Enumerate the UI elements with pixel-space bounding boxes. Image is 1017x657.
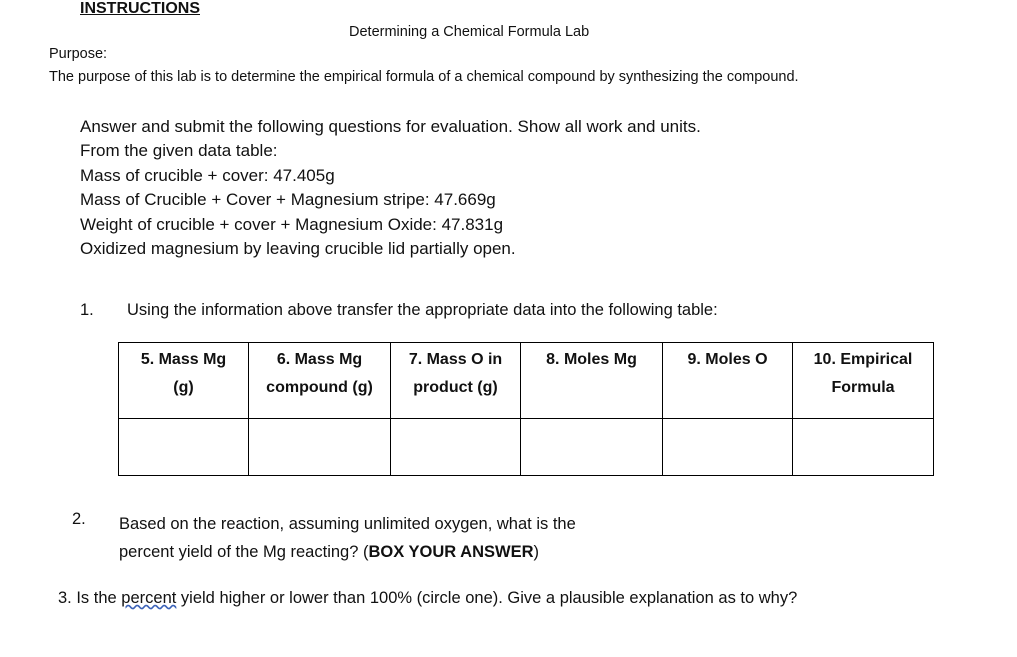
header-mass-o-product: 7. Mass O in product (g) bbox=[391, 343, 521, 419]
question-3-text: 3. Is the percent yield higher or lower than 100% (circle one). Give a plausible explanation as to why? bbox=[58, 589, 798, 607]
table-header-row bbox=[119, 343, 934, 419]
spellcheck-underlined-word: percent bbox=[121, 589, 177, 607]
answer-cell-empirical-formula[interactable] bbox=[793, 419, 934, 476]
header-empirical-formula: 10. Empirical Formula bbox=[793, 343, 934, 419]
answer-cell-mass-mg-compound[interactable] bbox=[249, 419, 391, 476]
answer-cell-moles-o[interactable] bbox=[663, 419, 793, 476]
purpose-label: Purpose: bbox=[49, 46, 108, 62]
intro-line: Oxidized magnesium by leaving crucible lid partially open. bbox=[80, 239, 516, 259]
purpose-text: The purpose of this lab is to determine the empirical formula of a chemical compound by synthesizing the compound. bbox=[49, 69, 799, 85]
header-moles-o: 9. Moles O bbox=[663, 343, 793, 419]
answer-cell-mass-o-product[interactable] bbox=[391, 419, 521, 476]
header-mass-mg: 5. Mass Mg (g) bbox=[119, 343, 249, 419]
header-mass-mg-compound: 6. Mass Mg compound (g) bbox=[249, 343, 391, 419]
intro-line: Weight of crucible + cover + Magnesium Oxide: 47.831g bbox=[80, 214, 504, 234]
question-2-text bbox=[119, 510, 576, 566]
question-2-number: 2. bbox=[72, 510, 86, 528]
intro-line: From the given data table: bbox=[80, 141, 278, 161]
answer-cell-mass-mg[interactable] bbox=[119, 419, 249, 476]
question-1-text: Using the information above transfer the appropriate data into the following table: bbox=[127, 301, 718, 319]
intro-line: Mass of Crucible + Cover + Magnesium stripe: 47.669g bbox=[80, 190, 496, 210]
box-your-answer-emphasis: BOX YOUR ANSWER bbox=[368, 543, 534, 561]
header-moles-mg: 8. Moles Mg bbox=[521, 343, 663, 419]
intro-block bbox=[80, 115, 701, 261]
data-table bbox=[118, 342, 934, 476]
question-1-number: 1. bbox=[80, 301, 94, 319]
intro-line: Answer and submit the following questions for evaluation. Show all work and units. bbox=[80, 117, 701, 136]
table-answer-row bbox=[119, 419, 934, 476]
instructions-heading: INSTRUCTIONS bbox=[80, 0, 200, 17]
question-2-line-2: percent yield of the Mg reacting? (BOX YOUR ANSWER) bbox=[119, 543, 539, 561]
question-2-line-1: Based on the reaction, assuming unlimited oxygen, what is the bbox=[119, 515, 576, 533]
page-title: Determining a Chemical Formula Lab bbox=[349, 24, 590, 40]
intro-line: Mass of crucible + cover: 47.405g bbox=[80, 165, 335, 185]
answer-cell-moles-mg[interactable] bbox=[521, 419, 663, 476]
